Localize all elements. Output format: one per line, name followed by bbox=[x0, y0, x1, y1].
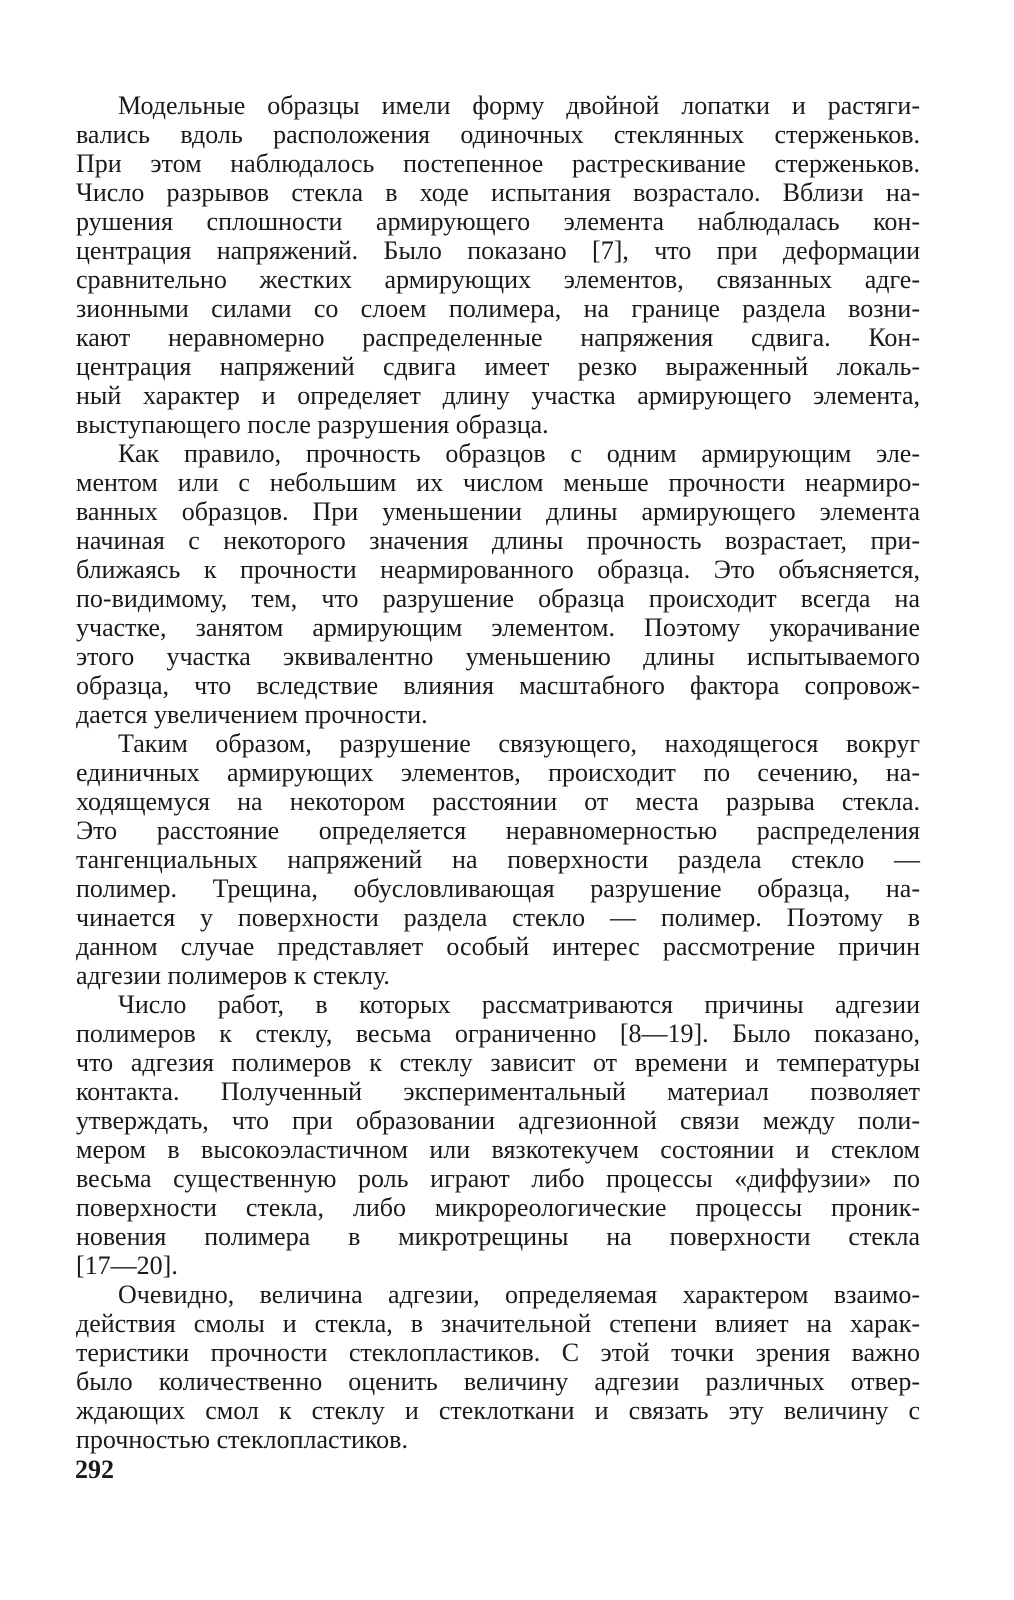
text-line: Число работ, в которых рассматриваются причины адгезии bbox=[118, 990, 920, 1019]
text-line: образца, что вследствие влияния масштабного фактора сопровож- bbox=[76, 671, 920, 700]
text-line: что адгезия полимеров к стеклу зависит от времени и температуры bbox=[76, 1048, 920, 1077]
text-line: полимеров к стеклу, весьма ограниченно [8—19]. Было показано, bbox=[76, 1019, 920, 1048]
text-line: ближаясь к прочности неармированного образца. Это объясняется, bbox=[76, 555, 920, 584]
text-line: ный характер и определяет длину участка армирующего элемента, bbox=[76, 381, 920, 410]
text-line: зионными силами со слоем полимера, на границе раздела возни- bbox=[76, 294, 920, 323]
text-line: адгезии полимеров к стеклу. bbox=[76, 961, 390, 990]
text-line: Модельные образцы имели форму двойной лопатки и растяги- bbox=[118, 91, 920, 120]
text-line: начиная с некоторого значения длины прочность возрастает, при- bbox=[76, 526, 920, 555]
text-line: сравнительно жестких армирующих элементов, связанных адге- bbox=[76, 265, 920, 294]
text-line: ментом или с небольшим их числом меньше прочности неармиро- bbox=[76, 468, 920, 497]
text-line: Таким образом, разрушение связующего, находящегося вокруг bbox=[118, 729, 920, 758]
text-line: выступающего после разрушения образца. bbox=[76, 410, 549, 439]
text-line: ванных образцов. При уменьшении длины армирующего элемента bbox=[76, 497, 920, 526]
text-line: Очевидно, величина адгезии, определяемая характером взаимо- bbox=[118, 1280, 920, 1309]
text-line: прочностью стеклопластиков. bbox=[76, 1425, 408, 1454]
text-line: Число разрывов стекла в ходе испытания возрастало. Вблизи на- bbox=[76, 178, 920, 207]
text-line: было количественно оценить величину адгезии различных отвер- bbox=[76, 1367, 920, 1396]
text-line: весьма существенную роль играют либо процессы «диффузии» по bbox=[76, 1164, 920, 1193]
text-line: данном случае представляет особый интерес рассмотрение причин bbox=[76, 932, 920, 961]
text-line: рушения сплошности армирующего элемента наблюдалась кон- bbox=[76, 207, 920, 236]
text-line: по-видимому, тем, что разрушение образца происходит всегда на bbox=[76, 584, 920, 613]
text-line: центрация напряжений. Было показано [7], что при деформации bbox=[76, 236, 920, 265]
text-line: Это расстояние определяется неравномерностью распределения bbox=[76, 816, 920, 845]
text-line: кают неравномерно распределенные напряжения сдвига. Кон- bbox=[76, 323, 920, 352]
text-line: этого участка эквивалентно уменьшению длины испытываемого bbox=[76, 642, 920, 671]
text-line: поверхности стекла, либо микрореологические процессы проник- bbox=[76, 1193, 920, 1222]
text-line: теристики прочности стеклопластиков. С этой точки зрения важно bbox=[76, 1338, 920, 1367]
text-line: контакта. Полученный экспериментальный материал позволяет bbox=[76, 1077, 920, 1106]
text-line: Как правило, прочность образцов с одним армирующим эле- bbox=[118, 439, 920, 468]
text-line: При этом наблюдалось постепенное растрескивание стерженьков. bbox=[76, 149, 920, 178]
text-line: чинается у поверхности раздела стекло — полимер. Поэтому в bbox=[76, 903, 920, 932]
text-line: единичных армирующих элементов, происходит по сечению, на- bbox=[76, 758, 920, 787]
page-number: 292 bbox=[75, 1455, 114, 1484]
text-line: полимер. Трещина, обусловливающая разрушение образца, на- bbox=[76, 874, 920, 903]
text-line: дается увеличением прочности. bbox=[76, 700, 428, 729]
text-line: новения полимера в микротрещины на поверхности стекла bbox=[76, 1222, 920, 1251]
text-line: ждающих смол к стеклу и стеклоткани и связать эту величину с bbox=[76, 1396, 920, 1425]
text-line: действия смолы и стекла, в значительной степени влияет на харак- bbox=[76, 1309, 920, 1338]
text-line: ходящемуся на некотором расстоянии от места разрыва стекла. bbox=[76, 787, 920, 816]
text-line: тангенциальных напряжений на поверхности раздела стекло — bbox=[76, 845, 920, 874]
text-line: [17—20]. bbox=[76, 1251, 178, 1280]
text-line: мером в высокоэластичном или вязкотекучем состоянии и стеклом bbox=[76, 1135, 920, 1164]
text-line: вались вдоль расположения одиночных стеклянных стерженьков. bbox=[76, 120, 920, 149]
text-line: участке, занятом армирующим элементом. Поэтому укорачивание bbox=[76, 613, 920, 642]
text-line: центрация напряжений сдвига имеет резко выраженный локаль- bbox=[76, 352, 920, 381]
text-line: утверждать, что при образовании адгезионной связи между поли- bbox=[76, 1106, 920, 1135]
